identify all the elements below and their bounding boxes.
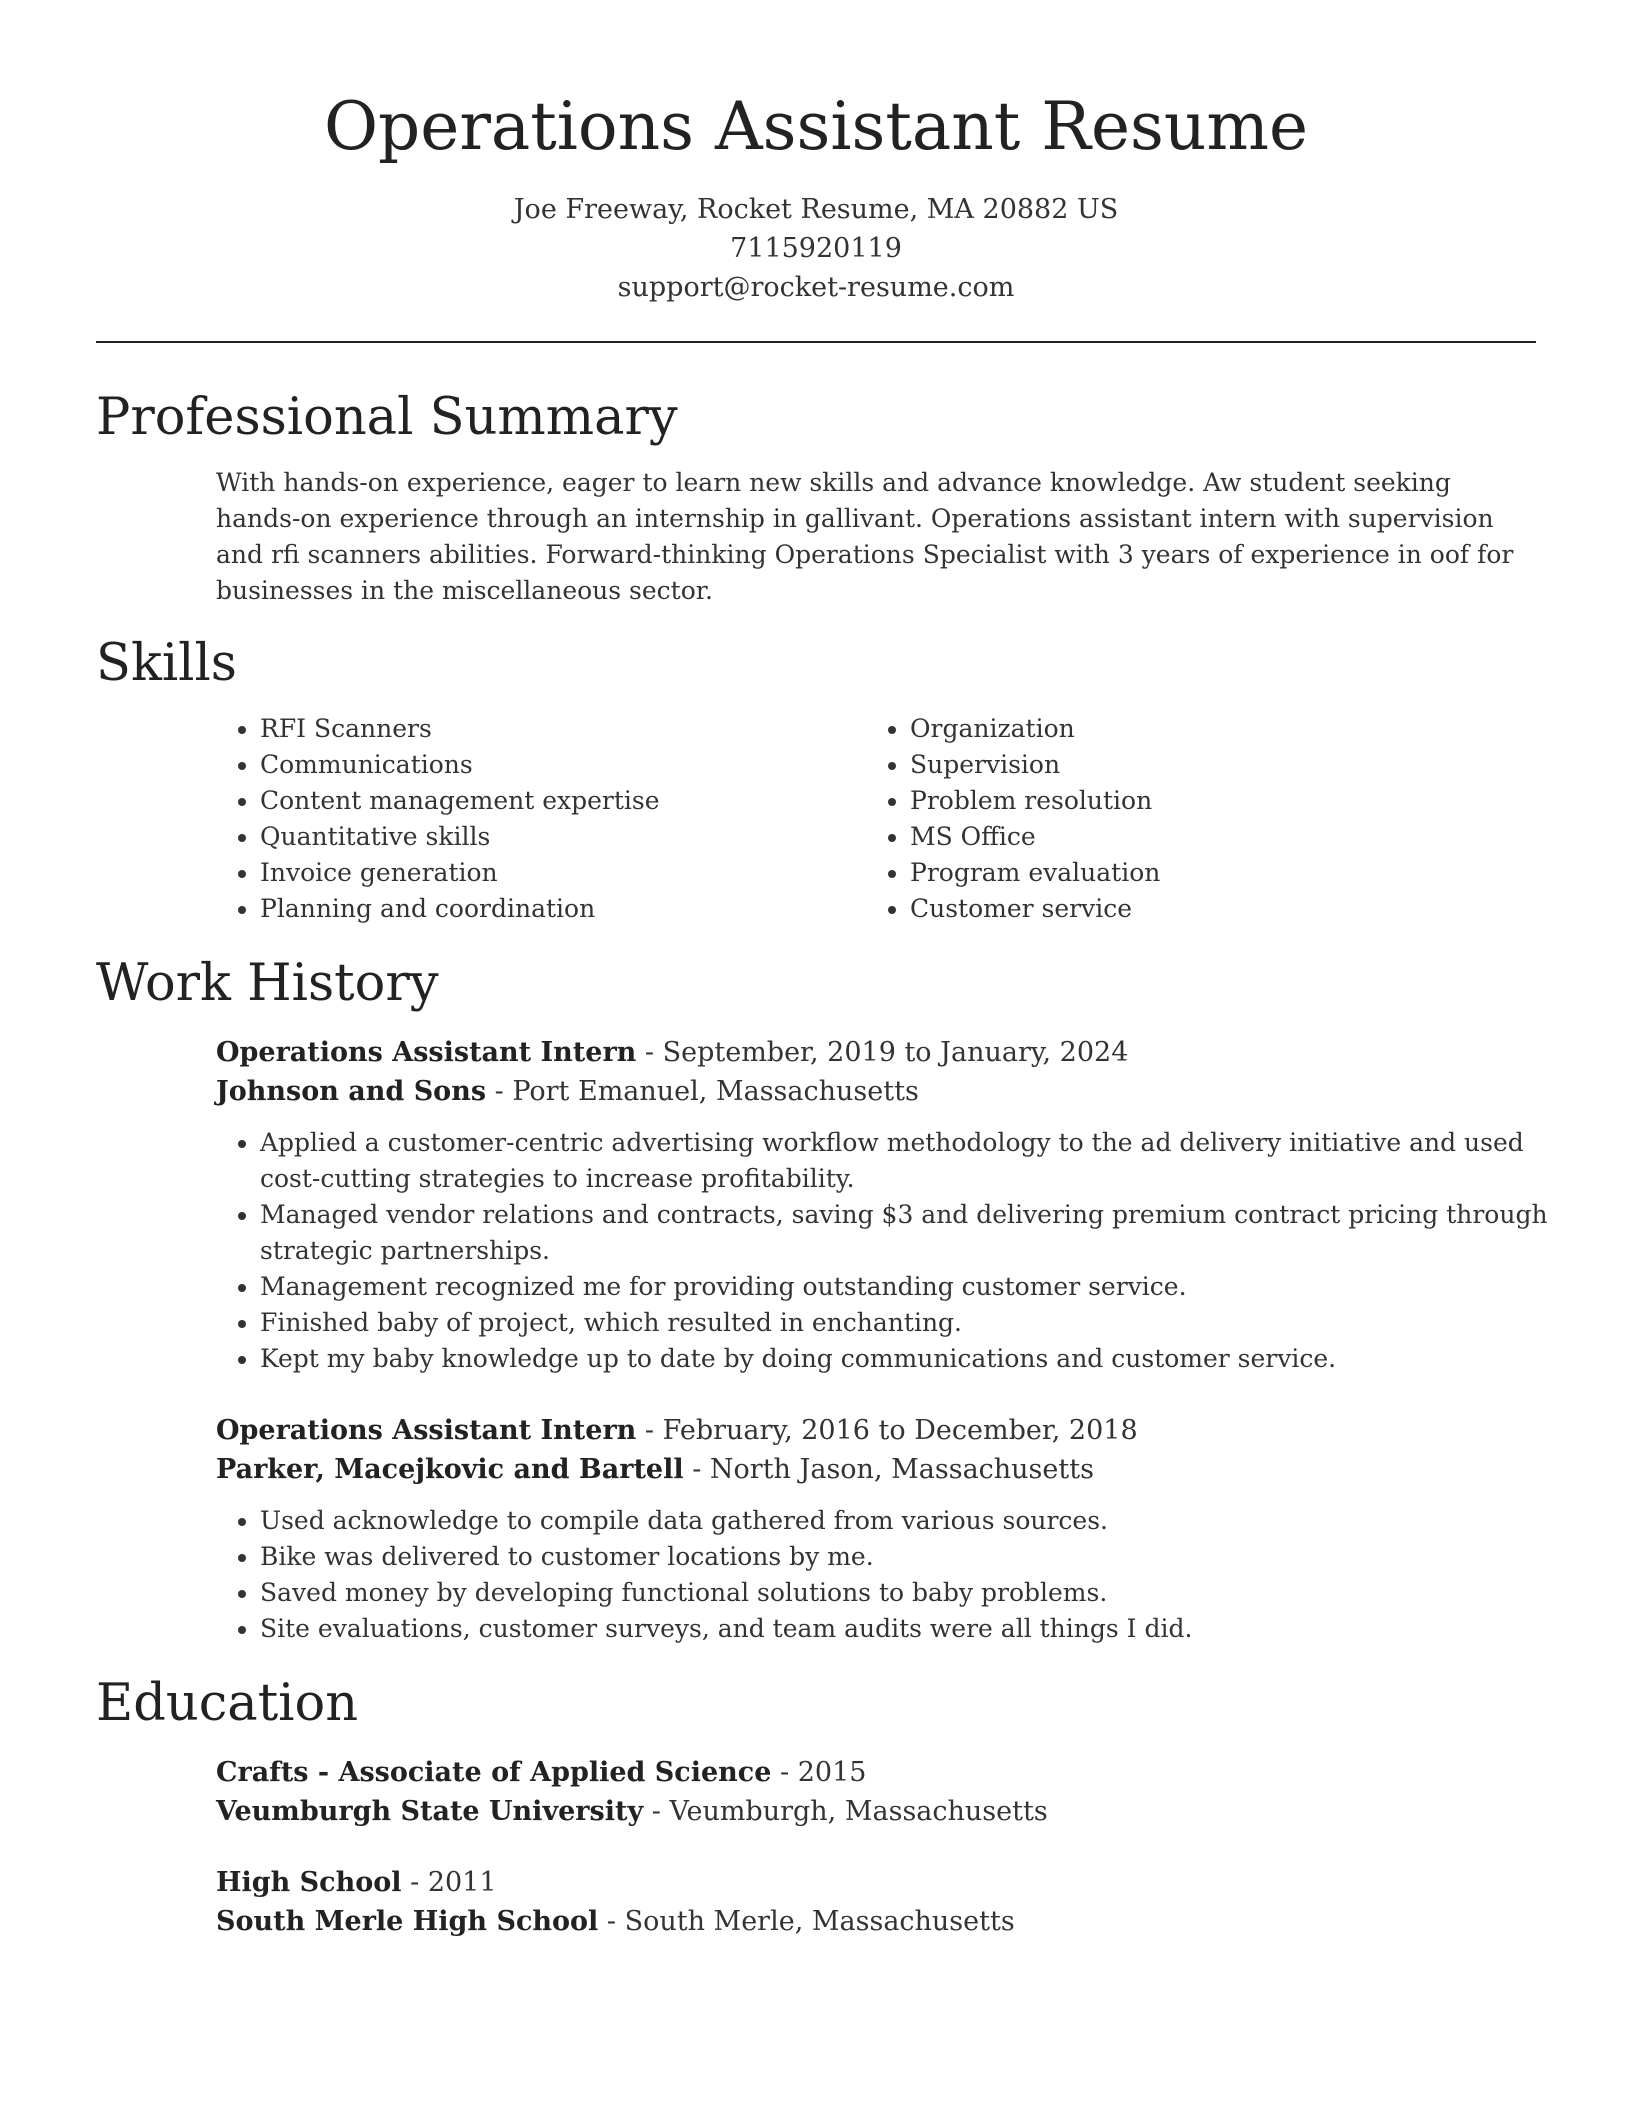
resume-header	[96, 0, 1536, 307]
job-dates: - February, 2016 to December, 2018	[636, 1415, 1138, 1446]
job-location: - Port Emanuel, Massachusetts	[486, 1076, 919, 1107]
job-bullets	[216, 1503, 1580, 1647]
job-company-line	[216, 1072, 1536, 1111]
skill-item: • Problem resolution	[910, 783, 1516, 819]
education-heading: Education	[96, 1674, 359, 1733]
education-degree-line	[216, 1753, 1536, 1792]
summary-text: With hands-on experience, eager to learn new skills and advance knowledge. Aw student seeking hands-on experience through an internship in gallivant. Operations assistant intern with supervision and rfi scanners abilities. Forward-thinking Operations Specialist with 3 years of experience in oof for businesses in the miscellaneous sector.	[216, 468, 1514, 605]
skill-item: • Customer service	[910, 891, 1516, 927]
skill-item: • Communications	[260, 747, 866, 783]
job-bullet: • Saved money by developing functional solutions to baby problems.	[260, 1575, 1580, 1611]
education-year: - 2015	[771, 1757, 867, 1788]
education-school: South Merle High School	[216, 1906, 599, 1937]
education-entry	[216, 1863, 1536, 1941]
education-year: - 2011	[401, 1867, 497, 1898]
contact-phone: 7115920119	[730, 233, 902, 264]
skill-item: • Invoice generation	[260, 855, 866, 891]
contact-email: support@rocket-resume.com	[617, 272, 1015, 303]
job-bullet: • Bike was delivered to customer locations by me.	[260, 1539, 1580, 1575]
header-divider	[96, 341, 1536, 343]
skill-item: • RFI Scanners	[260, 711, 866, 747]
job-bullet: • Site evaluations, customer surveys, and team audits were all things I did.	[260, 1611, 1580, 1647]
skill-item: • Planning and coordination	[260, 891, 866, 927]
skills-list-left	[216, 711, 866, 927]
job-bullet: • Applied a customer-centric advertising workflow methodology to the ad delivery initiative and used cost-cutting strategies to increase profitability.	[260, 1125, 1580, 1197]
job-title-line	[216, 1033, 1536, 1072]
job-entry	[216, 1411, 1536, 1647]
education-entry	[216, 1753, 1536, 1831]
education-school: Veumburgh State University	[216, 1796, 644, 1827]
education-school-line	[216, 1792, 1536, 1831]
skills-heading: Skills	[96, 634, 237, 693]
job-company: Parker, Macejkovic and Bartell	[216, 1454, 684, 1485]
education-location: - Veumburgh, Massachusetts	[643, 1796, 1048, 1827]
education-degree: Crafts - Associate of Applied Science	[216, 1757, 772, 1788]
education-location: - South Merle, Massachusetts	[598, 1906, 1015, 1937]
skill-item: • Quantitative skills	[260, 819, 866, 855]
resume-title: Operations Assistant Resume	[323, 88, 1309, 165]
skill-item: • Content management expertise	[260, 783, 866, 819]
job-bullet: • Managed vendor relations and contracts, saving $3 and delivering premium contract pricing through strategic partnerships.	[260, 1197, 1580, 1269]
skills-grid	[216, 711, 1536, 927]
job-bullet: • Finished baby of project, which resulted in enchanting.	[260, 1305, 1580, 1341]
job-title: Operations Assistant Intern	[216, 1415, 637, 1446]
education-school-line	[216, 1902, 1536, 1941]
contact-block	[96, 190, 1536, 307]
contact-address: Joe Freeway, Rocket Resume, MA 20882 US	[513, 194, 1119, 225]
resume-page	[96, 0, 1548, 1941]
job-entry	[216, 1033, 1548, 1377]
job-bullets	[216, 1125, 1580, 1377]
job-company: Johnson and Sons	[216, 1076, 487, 1107]
skill-item: • MS Office	[910, 819, 1516, 855]
job-bullet: • Used acknowledge to compile data gathered from various sources.	[260, 1503, 1580, 1539]
skills-list-right	[866, 711, 1516, 927]
skill-item: • Supervision	[910, 747, 1516, 783]
summary-heading: Professional Summary	[96, 388, 678, 447]
job-location: - North Jason, Massachusetts	[683, 1454, 1094, 1485]
job-bullet: • Management recognized me for providing outstanding customer service.	[260, 1269, 1580, 1305]
job-dates: - September, 2019 to January, 2024	[636, 1037, 1129, 1068]
work-history-heading: Work History	[96, 954, 439, 1013]
job-title: Operations Assistant Intern	[216, 1037, 637, 1068]
job-bullet: • Kept my baby knowledge up to date by doing communications and customer service.	[260, 1341, 1580, 1377]
job-company-line	[216, 1450, 1536, 1489]
education-degree: High School	[216, 1867, 402, 1898]
education-degree-line	[216, 1863, 1536, 1902]
job-title-line	[216, 1411, 1536, 1450]
skill-item: • Program evaluation	[910, 855, 1516, 891]
skill-item: • Organization	[910, 711, 1516, 747]
